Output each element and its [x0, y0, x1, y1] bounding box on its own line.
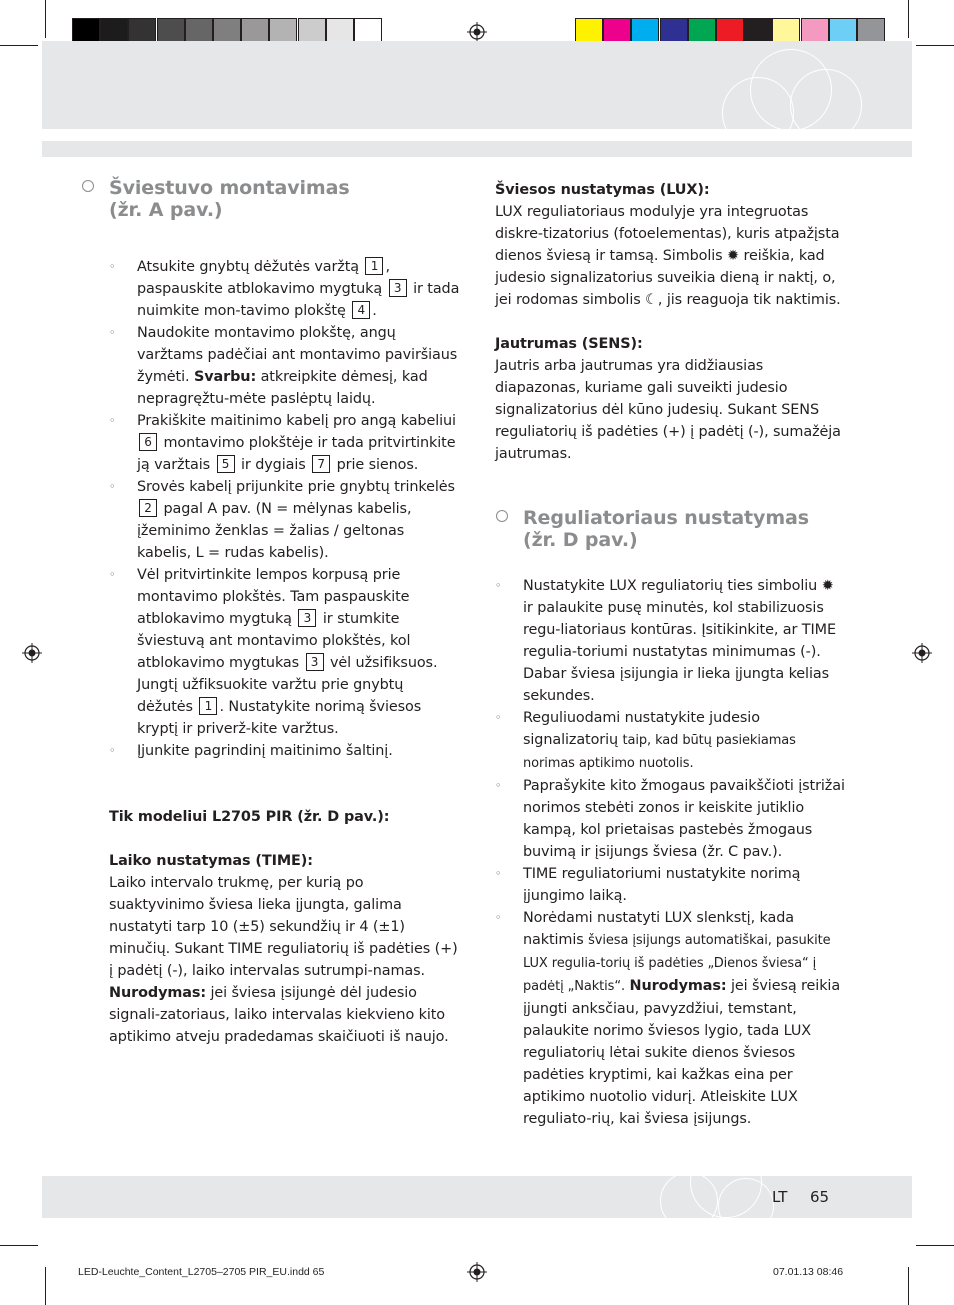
- sun-icon: ✹: [821, 578, 834, 594]
- section-heading-adjustment: Reguliatoriaus nustatymas (žr. D pav.): [495, 507, 845, 551]
- time-heading: Laiko nustatymas (TIME):: [109, 853, 313, 869]
- right-column: [495, 179, 845, 1130]
- registration-mark-icon: [912, 643, 932, 663]
- decorative-circle: [790, 69, 862, 129]
- bullet-icon: ◦: [495, 911, 502, 924]
- model-heading: Tik modeliui L2705 PIR (žr. D pav.):: [109, 809, 390, 825]
- file-slug: LED-Leuchte_Content_L2705–2705 PIR_EU.indd 65: [78, 1266, 325, 1278]
- bullet-icon: ◦: [109, 568, 116, 581]
- language-code: LT: [772, 1188, 788, 1206]
- figure-ref-box: 1: [199, 697, 217, 715]
- lux-heading: Šviesos nustatymas (LUX):: [495, 182, 710, 198]
- figure-ref-box: 3: [306, 653, 324, 671]
- note-label: Nurodymas:: [629, 978, 727, 994]
- sens-paragraph: Jautris arba jautrumas yra didžiausias diapazonas, kuriame gali suveikti judesio signalizatorius dėl kūno judesių. Sukant SENS reguliatorių iš padėties (+) į padėtį (-), sumažėja jautrumas.: [495, 358, 841, 462]
- figure-ref-box: 4: [352, 301, 370, 319]
- list-item: ◦ Atsukite gnybtų dėžutės varžtą 1 , paspauskite atblokavimo mygtuką 3 ir tada nuimkite mon-tavimo plokštę 4 .: [109, 256, 461, 322]
- left-column: [109, 177, 461, 1048]
- bullet-icon: ◦: [495, 579, 502, 592]
- list-item: ◦ Srovės kabelį prijunkite prie gnybtų trinkelės 2 pagal A pav. (N = mėlynas kabelis, įžeminimo ženklas = žalias / geltonas kabelis, L = rudas kabelis).: [109, 476, 461, 564]
- figure-ref-box: 7: [312, 455, 330, 473]
- figure-ref-box: 2: [139, 499, 157, 517]
- figure-ref-box: 6: [139, 433, 157, 451]
- bullet-circle-icon: [496, 510, 508, 522]
- crop-mark: [0, 1245, 38, 1246]
- crop-mark: [916, 45, 954, 46]
- bullet-icon: ◦: [109, 414, 116, 427]
- bullet-icon: ◦: [109, 326, 116, 339]
- list-item: ◦ Įjunkite pagrindinį maitinimo šaltinį.: [109, 740, 461, 762]
- crop-mark: [0, 45, 38, 46]
- crop-mark: [908, 0, 909, 38]
- date-slug: 07.01.13 08:46: [773, 1266, 844, 1278]
- crop-mark: [908, 1267, 909, 1305]
- list-item: ◦ Vėl pritvirtinkite lempos korpusą prie montavimo plokštės. Tam paspauskite atblokavimo mygtuką 3 ir stumkite šviestuvą ant montavimo plokštės, kol atblokavimo mygtukas 3 vėl užsifiksuos. Jungtį užfiksuokite varžtu prie gnybtų dėžutės 1 . Nustatykite norimą šviesos kryptį ir priverž-kite varžtus.: [109, 564, 461, 740]
- footer-band: [42, 1176, 912, 1218]
- list-item: ◦ Prakiškite maitinimo kabelį pro angą kabeliui 6 montavimo plokštėje ir tada pritvirtinkite ją varžtais 5 ir dygiais 7 prie sienos.: [109, 410, 461, 476]
- list-item: ◦ Norėdami nustatyti LUX slenkstį, kada naktimis šviesa įsijungs automatiškai, pasukite LUX regulia-torių iš padėties „Dienos šviesa“ į padėtį „Naktis“. Nurodymas: jei šviesą reikia įjungti anksčiau, pavyzdžiui, temstant, palaukite norimo šviesos lygio, tada LUX reguliatorių lėtai sukite dienos šviesos padėties kryptimi, kai kažkas eina per aptikimo nuotolio vidurį. Atleiskite LUX reguliato-rių, kai šviesa įsijungs.: [495, 907, 845, 1130]
- time-note: Nurodymas: jei šviesa įsijungė dėl judesio signali-zatoriaus, laiko intervalas kiekvieno kito aptikimo atveju pradedamas skaičiuoti iš naujo.: [109, 985, 449, 1045]
- list-item: ◦ Paprašykite kito žmogaus pavaikščioti įstrižai norimos stebėti zonos ir keiskite jutiklio kampą, kol prietaisas pastebės žmogaus buvimą ir įsijungs šviesa (žr. C pav.).: [495, 775, 845, 863]
- bullet-icon: ◦: [109, 480, 116, 493]
- registration-mark-icon: [467, 22, 487, 42]
- header-band: [42, 41, 912, 129]
- sun-icon: ✹: [727, 248, 740, 264]
- header-strip: [42, 141, 912, 157]
- section-heading-mounting: Šviestuvo montavimas (žr. A pav.): [81, 177, 461, 221]
- bullet-icon: ◦: [495, 867, 502, 880]
- figure-ref-box: 1: [365, 257, 383, 275]
- time-paragraph: Laiko intervalo trukmę, per kurią po suaktyvinimo šviesa lieka įjungta, galima nustatyti tarp 10 (±5) sekundžių ir 4 (±1) minučių. Sukant TIME reguliatorių iš padėties (+) į padėtį (-), laiko intervalas sutrumpi-namas.: [109, 875, 458, 979]
- bullet-circle-icon: [82, 180, 94, 192]
- lux-paragraph: LUX reguliatoriaus modulyje yra integruotas diskre-tizatorius (fotoelementas), kuris atpažįsta dienos šviesą ir tamsą. Simbolis ✹ reiškia, kad judesio signalizatorius suveikia dieną ir naktį, o, jei rodomas simbolis ☾, jis reaguoja tik naktimis.: [495, 204, 841, 308]
- list-item: ◦ Reguliuodami nustatykite judesio signalizatorių taip, kad būtų pasiekiamas norimas aptikimo nuotolis.: [495, 707, 845, 775]
- moon-icon: ☾: [645, 292, 658, 308]
- crop-mark: [45, 1267, 46, 1305]
- registration-mark-icon: [22, 643, 42, 663]
- important-label: Svarbu:: [193, 369, 257, 385]
- crop-mark: [45, 0, 46, 38]
- figure-ref-box: 5: [217, 455, 235, 473]
- list-item: ◦ Nustatykite LUX reguliatorių ties simboliu ✹ ir palaukite pusę minutės, kol stabilizuosis regu-liatoriaus kontūras. Įsitikinkite, ar TIME regulia-toriumi nustatytas minimumas (-). Dabar šviesa įsijungia ir lieka įjungta kelias sekundes.: [495, 575, 845, 707]
- crop-mark: [916, 1245, 954, 1246]
- figure-ref-box: 3: [389, 279, 407, 297]
- figure-ref-box: 3: [298, 609, 316, 627]
- page-number: 65: [810, 1188, 830, 1206]
- sens-heading: Jautrumas (SENS):: [495, 336, 643, 352]
- registration-mark-icon: [467, 1262, 487, 1282]
- bullet-icon: ◦: [109, 744, 116, 757]
- bullet-icon: ◦: [495, 779, 502, 792]
- list-item: ◦ TIME reguliatoriumi nustatykite norimą įjungimo laiką.: [495, 863, 845, 907]
- list-item: ◦ Naudokite montavimo plokštę, angų varžtams padėčiai ant montavimo paviršiaus žymėti. Svarbu: atkreipkite dėmesį, kad nepragręžtu-mėte paslėptų laidų.: [109, 322, 461, 410]
- bullet-icon: ◦: [109, 260, 116, 273]
- bullet-icon: ◦: [495, 711, 502, 724]
